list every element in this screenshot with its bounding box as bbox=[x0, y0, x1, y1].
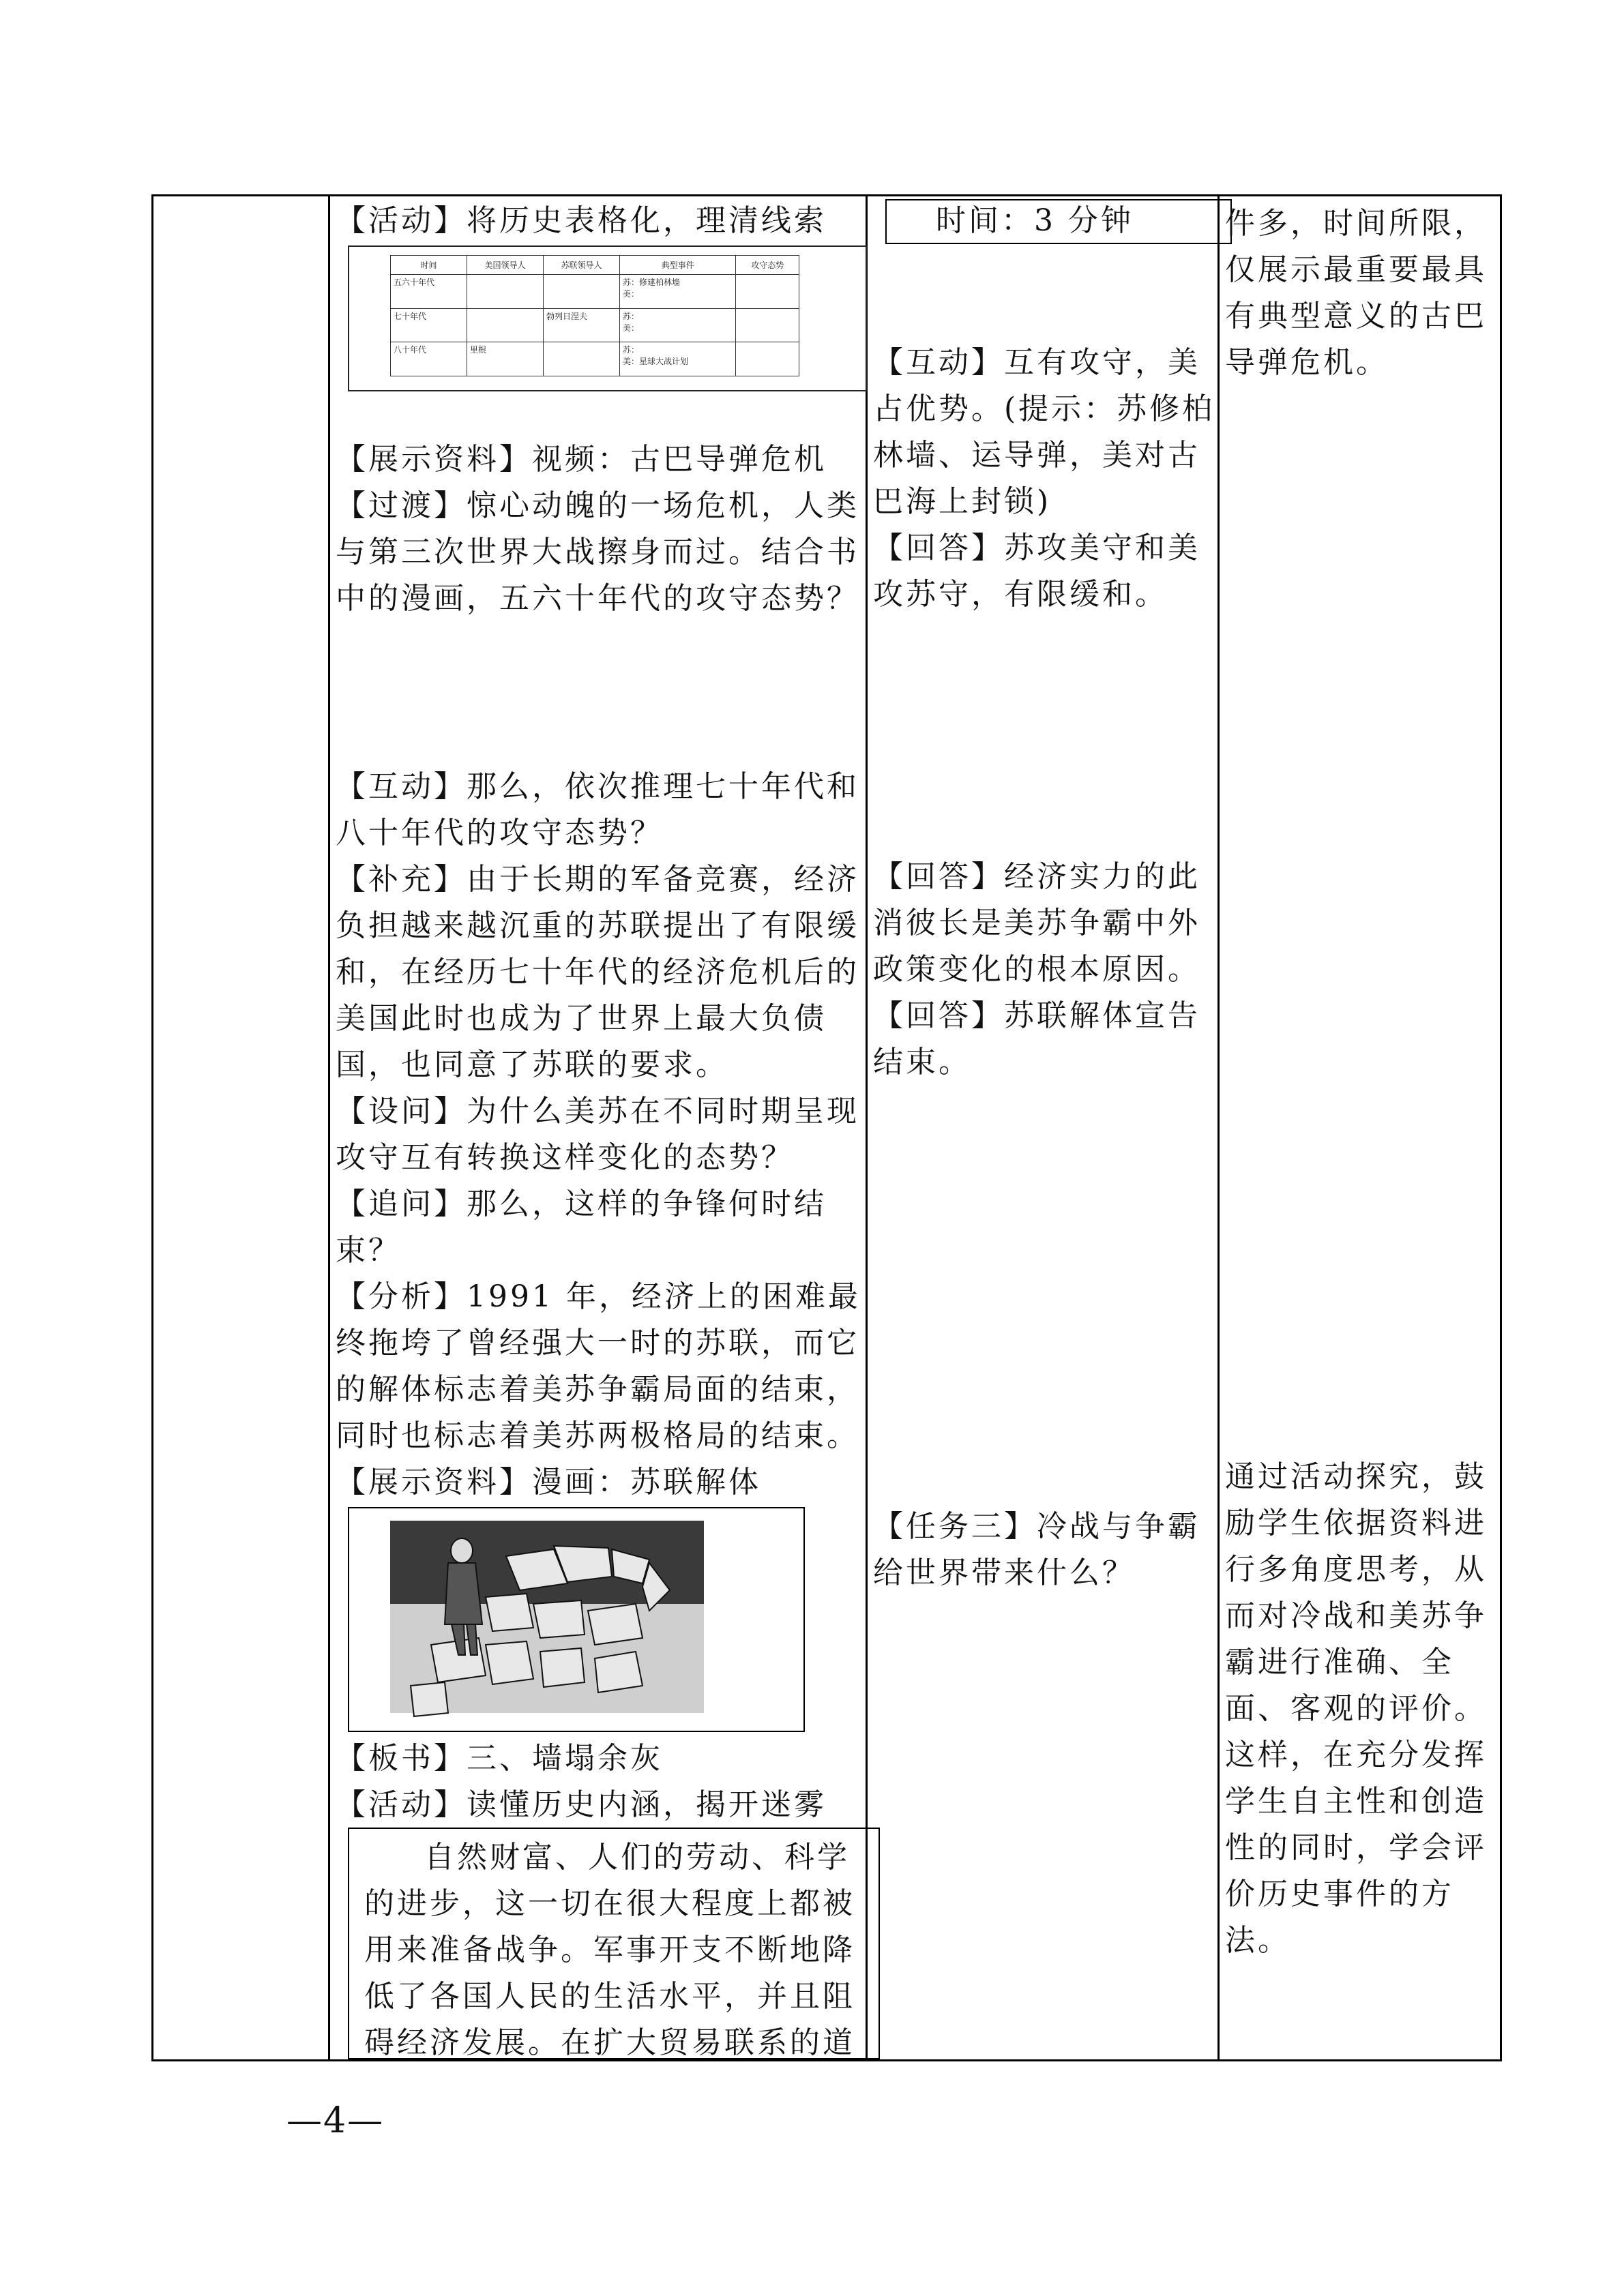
mini-cell: 七十年代 bbox=[391, 308, 467, 342]
time-box bbox=[885, 199, 1232, 244]
column-teacher-activity bbox=[336, 198, 864, 244]
show-video: 【展示资料】视频：古巴导弹危机 bbox=[336, 442, 827, 477]
column-student-activity-2 bbox=[873, 854, 1217, 1086]
column-teacher-activity-3 bbox=[336, 764, 864, 1506]
design-intent-1: 件多，时间所限，仅展示最重要最具有典型意义的古巴导弹危机。 bbox=[1225, 206, 1487, 380]
question-paragraph: 【设问】为什么美苏在不同时期呈现攻守互有转换这样变化的态势？ bbox=[336, 1094, 859, 1175]
column-divider-3 bbox=[1217, 194, 1220, 2061]
cartoon-ussr-collapse bbox=[348, 1507, 805, 1732]
student-interaction: 【互动】互有攻守，美占优势。(提示：苏修柏林墙、运导弹，美对古巴海上封锁) bbox=[873, 345, 1215, 519]
mini-cell bbox=[544, 275, 620, 309]
mini-cell: 五六十年代 bbox=[391, 275, 467, 309]
student-answer-2: 【回答】经济实力的此消彼长是美苏争霸中外政策变化的根本原因。 bbox=[873, 859, 1200, 987]
column-teacher-activity-2 bbox=[336, 436, 864, 622]
quote-text: 自然财富、人们的劳动、科学的进步，这一切在很大程度上都被用来准备战争。军事开支不断地降低了各国人民的生活水平，并且阻碍经济发展。在扩大贸易联系的道 bbox=[364, 1840, 855, 2060]
board-note: 【板书】三、墙塌余灰 bbox=[336, 1741, 663, 1776]
follow-up-question: 【追问】那么，这样的争锋何时结束？ bbox=[336, 1187, 827, 1268]
time-label: 时间：3 分钟 bbox=[936, 203, 1134, 238]
mini-header-us-leader: 美国领导人 bbox=[467, 256, 544, 275]
mini-cell bbox=[467, 308, 544, 342]
mini-cell bbox=[736, 342, 799, 376]
mini-cell bbox=[736, 275, 799, 309]
column-divider-1 bbox=[328, 194, 330, 2061]
column-teacher-activity-4 bbox=[336, 1735, 864, 1828]
activity-read-history: 【活动】读懂历史内涵，揭开迷雾 bbox=[336, 1787, 827, 1822]
mini-header-event: 典型事件 bbox=[620, 256, 736, 275]
supplement-paragraph: 【补充】由于长期的军备竞赛，经济负担越来越沉重的苏联提出了有限缓和，在经历七十年代的经济危机后的美国此时也成为了世界上最大负债国，也同意了苏联的要求。 bbox=[336, 862, 859, 1082]
transition-paragraph: 【过渡】惊心动魄的一场危机，人类与第三次世界大战擦身而过。结合书中的漫画，五六十年代的攻守态势？ bbox=[336, 488, 859, 616]
quote-box bbox=[348, 1828, 880, 2059]
column-student-activity bbox=[873, 340, 1217, 618]
design-intent-2: 通过活动探究，鼓励学生依据资料进行多角度思考，从而对冷战和美苏争霸进行准确、全面、客观的评价。这样，在充分发挥学生自主性和创造性的同时，学会评价历史事件的方法。 bbox=[1225, 1459, 1487, 1958]
task-three: 【任务三】冷战与争霸给世界带来什么？ bbox=[873, 1509, 1200, 1590]
activity-table-heading: 【活动】将历史表格化，理清线索 bbox=[336, 203, 827, 238]
column-student-activity-3 bbox=[873, 1504, 1217, 1596]
mini-cell bbox=[736, 308, 799, 342]
mini-cell bbox=[544, 342, 620, 376]
column-design-intent bbox=[1225, 200, 1498, 386]
table-top-border bbox=[151, 194, 1502, 196]
student-answer-3: 【回答】苏联解体宣告结束。 bbox=[873, 998, 1200, 1079]
column-divider-2 bbox=[866, 194, 868, 2061]
table-right-border bbox=[1500, 194, 1502, 2061]
mini-cell: 八十年代 bbox=[391, 342, 467, 376]
mini-cell: 勃列日涅夫 bbox=[544, 308, 620, 342]
mini-header-time: 时间 bbox=[391, 256, 467, 275]
mini-cell: 苏： 美：星球大战计划 bbox=[620, 342, 736, 376]
student-answer-1: 【回答】苏攻美守和美攻苏守，有限缓和。 bbox=[873, 531, 1200, 612]
mini-table-grid bbox=[390, 255, 799, 376]
column-design-intent-2 bbox=[1225, 1454, 1498, 1964]
mini-cell: 苏：修建柏林墙 美： bbox=[620, 275, 736, 309]
interaction-paragraph: 【互动】那么，依次推理七十年代和八十年代的攻守态势？ bbox=[336, 769, 859, 850]
cartoon-illustration bbox=[349, 1508, 803, 1731]
table-left-border bbox=[151, 194, 153, 2061]
show-cartoon: 【展示资料】漫画：苏联解体 bbox=[336, 1465, 761, 1500]
mini-table-frame bbox=[390, 255, 799, 376]
analysis-paragraph: 【分析】1991 年，经济上的困难最终拖垮了曾经强大一时的苏联，而它的解体标志着美苏争霸局面的结束，同时也标志着美苏两极格局的结束。 bbox=[336, 1279, 861, 1453]
mini-cell: 苏： 美： bbox=[620, 308, 736, 342]
mini-cell: 里根 bbox=[467, 342, 544, 376]
mini-header-posture: 攻守态势 bbox=[736, 256, 799, 275]
mini-header-ussr-leader: 苏联领导人 bbox=[544, 256, 620, 275]
mini-cell bbox=[467, 275, 544, 309]
activity-mini-table bbox=[348, 245, 867, 391]
page-number: —4— bbox=[286, 2100, 385, 2141]
